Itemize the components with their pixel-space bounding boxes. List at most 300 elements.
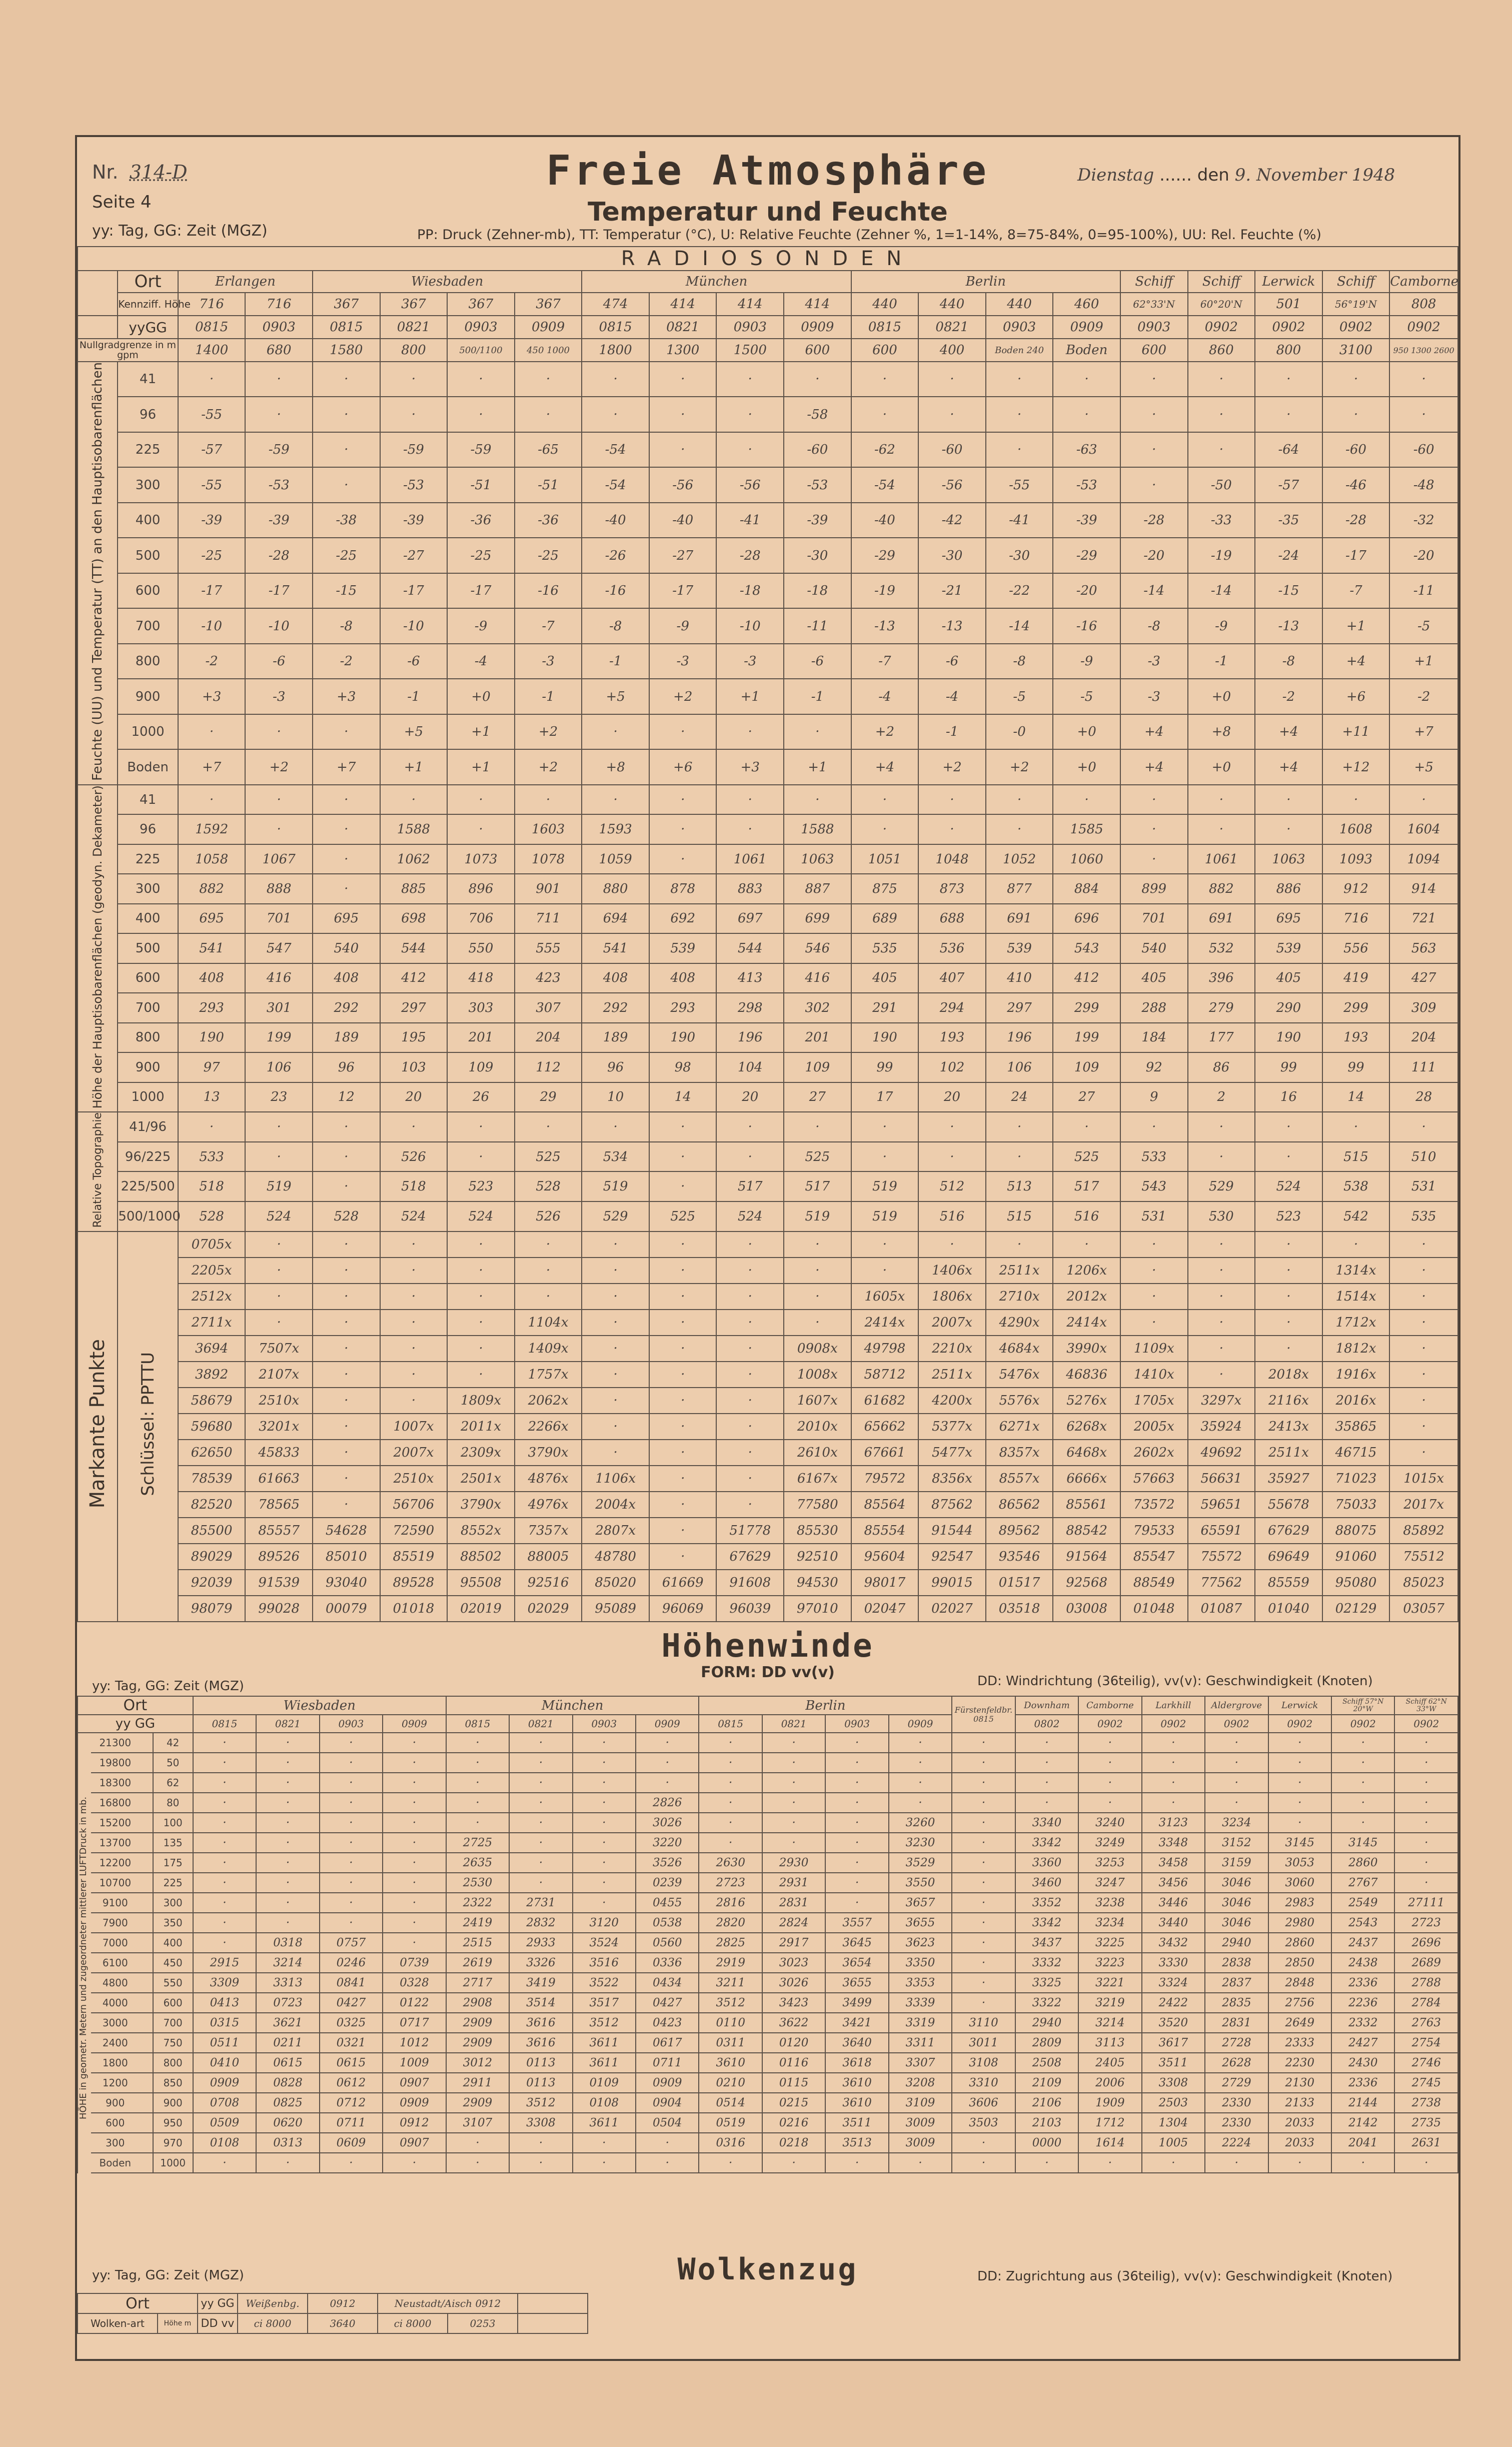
data-cell: +11 [1322,714,1390,749]
hw-cell: 0318 [256,1933,319,1953]
data-cell: 2266x [515,1414,582,1440]
hw-cell: · [256,1813,319,1833]
data-cell: 701 [245,904,313,933]
hw-pressure: 50 [153,1753,193,1773]
data-cell: 85561 [1053,1492,1120,1518]
hw-cell: 2515 [446,1933,509,1953]
data-cell: -2 [1255,679,1322,714]
hw-cell: 2909 [446,2013,509,2033]
hw-cell: 3342 [1015,1833,1078,1853]
data-cell: -14 [986,608,1053,643]
data-cell: 1607x [784,1388,851,1414]
hw-city-aldergrove: Aldergrove [1205,1696,1268,1715]
data-cell: -3 [245,679,313,714]
hw-cell: 0609 [320,2133,383,2153]
data-cell: · [851,397,919,432]
nullgrad-value: 1500 [716,339,784,362]
hw-cell: 0216 [762,2113,825,2133]
data-cell: · [313,362,380,397]
hw-cell: 3023 [762,1953,825,1973]
data-cell: 556 [1322,933,1390,963]
hw-cell: · [1394,1733,1458,1753]
hoehe-row [78,993,1458,1022]
data-cell: · [447,1310,515,1336]
data-cell: 99 [1322,1052,1390,1082]
data-cell: · [986,432,1053,467]
data-cell: 2510x [380,1466,448,1492]
hw-obs-time: 0903 [573,1715,636,1733]
data-cell: -5 [1389,608,1458,643]
hw-cell: · [952,1813,1015,1833]
data-cell: · [851,814,919,844]
data-cell: 109 [784,1052,851,1082]
hw-cell: · [1015,1773,1078,1793]
data-cell: 59651 [1188,1492,1255,1518]
hw-cell: · [446,1733,509,1753]
data-cell: 189 [313,1023,380,1052]
data-cell: · [649,1388,717,1414]
data-cell: 89029 [178,1544,246,1570]
data-cell: 1015x [1389,1466,1458,1492]
hw-cell: 2106 [1015,2093,1078,2113]
data-cell: · [986,785,1053,814]
wolkenzug-title: Wolkenzug [677,2252,858,2287]
data-cell: -20 [1053,573,1120,608]
data-cell: · [1053,1112,1120,1142]
hw-obs-time: 0909 [636,1715,699,1733]
hw-cell: 3511 [1142,2053,1205,2073]
hw-cell: 3225 [1078,1933,1141,1953]
hw-cell: 2144 [1331,2093,1394,2113]
data-cell: 2602x [1120,1440,1188,1466]
data-cell: 89526 [245,1544,313,1570]
data-cell: 1060 [1053,844,1120,874]
hw-cell: 0113 [509,2073,572,2093]
data-cell: · [313,1466,380,1492]
data-cell: 294 [918,993,986,1022]
hw-cell: 3260 [889,1813,952,1833]
hw-cell: · [825,1733,888,1753]
data-cell: 688 [918,904,986,933]
data-cell: 1104x [515,1310,582,1336]
data-cell: · [313,874,380,903]
station-id: 367 [515,293,582,316]
data-cell: -6 [380,644,448,679]
data-cell: 543 [1053,933,1120,963]
data-cell: · [986,1232,1053,1258]
data-cell: 884 [1053,874,1120,903]
data-cell: · [447,1362,515,1388]
data-cell: · [784,1284,851,1310]
hw-cell: 2689 [1394,1953,1458,1973]
data-cell: 531 [1120,1201,1188,1232]
data-cell: · [716,1362,784,1388]
hw-cell: · [256,1793,319,1813]
data-cell: 2012x [1053,1284,1120,1310]
hw-ort-label: Ort [78,1696,193,1715]
data-cell: · [649,814,717,844]
hw-cell: · [383,1853,446,1873]
hw-cell: 3113 [1078,2033,1141,2053]
hw-cell: 0519 [699,2113,762,2133]
hw-cell: 2725 [446,1833,509,1853]
data-cell: 885 [380,874,448,903]
data-cell: 190 [649,1023,717,1052]
hw-cell: 3309 [193,1973,256,1993]
hw-cell: 3654 [825,1953,888,1973]
data-cell: 99028 [245,1596,313,1622]
hw-row [78,2093,1458,2113]
data-cell: 1812x [1322,1336,1390,1362]
hw-cell: 0708 [193,2093,256,2113]
hw-cell: 2033 [1268,2113,1331,2133]
hw-cell: 3332 [1015,1953,1078,1973]
hw-cell: 3223 [1078,1953,1141,1973]
data-cell: · [716,1112,784,1142]
data-cell: 539 [986,933,1053,963]
hw-cell: · [1205,1773,1268,1793]
hw-cell: · [193,1933,256,1953]
hw-cell: 3437 [1015,1933,1078,1953]
level-label: 500/1000 [118,1201,178,1232]
hw-pressure: 135 [153,1833,193,1853]
data-cell: -29 [851,538,919,573]
hw-height: 12200 [78,1853,153,1873]
hw-obs-time: 0902 [1331,1715,1394,1733]
data-cell: 2005x [1120,1414,1188,1440]
hw-cell: · [383,1773,446,1793]
hw-cell: · [193,1733,256,1753]
nullgrad-value: Boden [1053,339,1120,362]
data-cell: · [649,1310,717,1336]
data-cell: · [447,397,515,432]
hw-cell: 0410 [193,2053,256,2073]
data-cell: 883 [716,874,784,903]
hw-cell: 3230 [889,1833,952,1853]
data-cell: 901 [515,874,582,903]
data-cell: · [649,1466,717,1492]
nullgrad-value: 680 [245,339,313,362]
hw-cell: · [762,2153,825,2173]
data-cell: · [716,785,784,814]
data-cell: 303 [447,993,515,1022]
hw-pressure: 400 [153,1933,193,1953]
data-cell: 880 [582,874,649,903]
station-id: 440 [851,293,919,316]
wz-hoehe-label: Höhe m [158,2313,198,2333]
data-cell: 519 [784,1201,851,1232]
hw-cell: 2850 [1268,1953,1331,1973]
data-cell: 85554 [851,1518,919,1544]
data-cell: 61663 [245,1466,313,1492]
data-cell: 1061 [716,844,784,874]
data-cell: 85557 [245,1518,313,1544]
data-cell: 85559 [1255,1570,1322,1596]
hw-row [78,2153,1458,2173]
data-cell: 515 [1322,1142,1390,1172]
hw-cell: 3524 [573,1933,636,1953]
data-cell: · [582,1232,649,1258]
data-cell: -27 [649,538,717,573]
hw-cell: · [952,2153,1015,2173]
data-cell: 423 [515,963,582,993]
page-number: Seite 4 [92,192,152,212]
data-cell: 408 [649,963,717,993]
data-cell: 5276x [1053,1388,1120,1414]
station-id-row [78,293,1458,316]
hw-height: 300 [78,2133,153,2153]
hw-cell: 0109 [573,2073,636,2093]
data-cell: 887 [784,874,851,903]
data-cell: 291 [851,993,919,1022]
hw-side-label: HÖHE in geometr. Metern und zugeordneter mittlerer LUFTDruck in mb. [78,1738,91,2178]
data-cell: -40 [582,503,649,538]
data-cell: · [1120,467,1188,502]
hw-cell: · [825,1773,888,1793]
hw-cell: · [1078,2153,1141,2173]
data-cell: · [716,397,784,432]
data-cell: · [1389,397,1458,432]
data-cell: · [1255,362,1322,397]
data-cell: · [649,1492,717,1518]
data-cell: 196 [986,1023,1053,1052]
data-cell: 516 [1053,1201,1120,1232]
hw-cell: 0239 [636,1873,699,1893]
hw-row [78,1733,1458,1753]
data-cell: 539 [1255,933,1322,963]
data-cell: +4 [1120,749,1188,784]
data-cell: · [447,1142,515,1172]
hw-cell: · [256,1773,319,1793]
data-cell: 519 [245,1171,313,1201]
hw-pressure: 350 [153,1913,193,1933]
feuchte-row [78,573,1458,608]
data-cell: -10 [716,608,784,643]
hw-cell: 3009 [889,2133,952,2153]
data-cell: 695 [313,904,380,933]
hw-pressure: 850 [153,2073,193,2093]
hw-cell: 0909 [636,2073,699,2093]
hw-cell: 2419 [446,1913,509,1933]
hw-cell: · [320,2153,383,2173]
data-cell: -3 [1120,644,1188,679]
wz-entry: ci 8000 [238,2313,308,2333]
hw-cell: · [256,1873,319,1893]
station-id: 414 [716,293,784,316]
data-cell: 28 [1389,1082,1458,1112]
hw-cell: · [256,1833,319,1853]
data-cell: 106 [986,1052,1053,1082]
station-id: 414 [784,293,851,316]
data-cell: +1 [716,679,784,714]
data-cell: 75512 [1389,1544,1458,1570]
data-cell: 2309x [447,1440,515,1466]
level-label: 400 [118,904,178,933]
wz-entry: Neustadt/Aisch 0912 [378,2293,518,2313]
data-cell: 882 [178,874,246,903]
data-cell: -9 [649,608,717,643]
data-cell: -1 [582,644,649,679]
hw-cell: 3514 [509,1993,572,2013]
data-cell: · [245,397,313,432]
data-cell: 899 [1120,874,1188,903]
data-cell: -36 [515,503,582,538]
hw-cell: 2628 [1205,2053,1268,2073]
hw-cell: 2735 [1394,2113,1458,2133]
data-cell: 4976x [515,1492,582,1518]
data-cell: 85530 [784,1518,851,1544]
hw-row [78,1893,1458,1913]
markante-row [78,1544,1458,1570]
data-cell: 0908x [784,1336,851,1362]
hw-cell: 0116 [762,2053,825,2073]
hw-cell: 2746 [1394,2053,1458,2073]
hw-cell: · [636,2133,699,2153]
data-cell: 878 [649,874,717,903]
obs-time: 0821 [649,316,717,339]
data-cell: 3990x [1053,1336,1120,1362]
data-cell: -38 [313,503,380,538]
data-cell: 86562 [986,1492,1053,1518]
data-cell: +8 [582,749,649,784]
data-cell: 6666x [1053,1466,1120,1492]
data-cell: · [716,1142,784,1172]
hw-cell: 0711 [636,2053,699,2073]
data-cell: -1 [380,679,448,714]
hw-cell: · [1205,1733,1268,1753]
hw-cell: · [320,1893,383,1913]
data-cell: 65662 [851,1414,919,1440]
data-cell: 62650 [178,1440,246,1466]
data-cell: · [1053,785,1120,814]
data-cell: -56 [649,467,717,502]
data-cell: 85547 [1120,1544,1188,1570]
data-cell: 519 [582,1171,649,1201]
hw-cell: 3526 [636,1853,699,1873]
hw-cell: 2322 [446,1893,509,1913]
data-cell: · [245,714,313,749]
data-cell: 1705x [1120,1388,1188,1414]
hw-cell: · [889,2153,952,2173]
data-cell: -25 [515,538,582,573]
hw-cell: · [1205,1753,1268,1773]
hw-cell: · [1331,1773,1394,1793]
data-cell: 302 [784,993,851,1022]
data-cell: 91539 [245,1570,313,1596]
data-cell: -17 [380,573,448,608]
hw-cell: 2917 [762,1933,825,1953]
data-cell: · [1120,1310,1188,1336]
data-cell: 292 [313,993,380,1022]
hw-cell: 2717 [446,1973,509,1993]
hw-cell: · [1078,1733,1141,1753]
data-cell: 03008 [1053,1596,1120,1622]
data-cell: 528 [178,1201,246,1232]
feuchte-row [78,503,1458,538]
markante-row [78,1284,1458,1310]
data-cell: · [716,814,784,844]
hw-obs-time: 0821 [256,1715,319,1733]
data-cell: +0 [1188,749,1255,784]
data-cell: 97010 [784,1596,851,1622]
hw-row [78,2073,1458,2093]
hw-cell: 0423 [636,2013,699,2033]
level-label: 96/225 [118,1142,178,1172]
data-cell: 1588 [380,814,448,844]
hw-cell: 3342 [1015,1913,1078,1933]
hoehe-section [78,785,1458,1112]
obs-time: 0815 [582,316,649,339]
data-cell: · [313,1310,380,1336]
data-cell: 91060 [1322,1544,1390,1570]
data-cell: 5576x [986,1388,1053,1414]
data-cell: 691 [986,904,1053,933]
data-cell: -5 [986,679,1053,714]
data-cell: 03057 [1389,1596,1458,1622]
station-id: 460 [1053,293,1120,316]
hw-cell: · [509,1873,572,1893]
data-cell: -18 [784,573,851,608]
nullgrad-value: 450 1000 [515,339,582,362]
data-cell: · [178,785,246,814]
hw-cell: 2130 [1268,2073,1331,2093]
hw-cell: 0841 [320,1973,383,1993]
wz-entry: 3640 [308,2313,378,2333]
hw-cell: 2437 [1331,1933,1394,1953]
relativ-side-label [78,1112,118,1231]
hw-cell: 0904 [636,2093,699,2113]
data-cell: -58 [784,397,851,432]
data-cell: 525 [1053,1142,1120,1172]
hoehe-side-label-text: Höhe der Hauptisobarenflächen (geodyn. Dekameter) [91,785,105,1109]
data-cell: 529 [1188,1171,1255,1201]
data-cell: -30 [784,538,851,573]
data-cell: 58712 [851,1362,919,1388]
hw-cell: 0620 [256,2113,319,2133]
data-cell: 691 [1188,904,1255,933]
data-cell: · [649,1171,717,1201]
hw-cell: · [383,1873,446,1893]
data-cell: -6 [784,644,851,679]
nullgrad-value: Boden 240 [986,339,1053,362]
data-cell: 875 [851,874,919,903]
data-cell: -28 [1120,503,1188,538]
data-cell: -51 [515,467,582,502]
data-cell: 7357x [515,1518,582,1544]
hw-obs-time: 0821 [509,1715,572,1733]
station-id: 501 [1255,293,1322,316]
hoehenwinde-form: FORM: DD vv(v) [701,1664,835,1681]
hw-cell: 0311 [699,2033,762,2053]
hw-cell: 3326 [509,1953,572,1973]
hw-cell: 3307 [889,2053,952,2073]
hw-cell: · [699,1793,762,1813]
hw-cell: 3611 [573,2033,636,2053]
hoehe-row [78,844,1458,874]
obs-time: 0909 [1053,316,1120,339]
hw-cell: 3120 [573,1913,636,1933]
data-cell: 02029 [515,1596,582,1622]
data-cell: 0705x [178,1232,246,1258]
hw-cell: · [383,2153,446,2173]
data-cell: 407 [918,963,986,993]
data-cell: -39 [1053,503,1120,538]
data-cell: · [986,397,1053,432]
hw-time-row [78,1715,1458,1733]
wz-entry: Weißenbg. [238,2293,308,2313]
data-cell: 46836 [1053,1362,1120,1388]
hw-cell: · [952,1773,1015,1793]
